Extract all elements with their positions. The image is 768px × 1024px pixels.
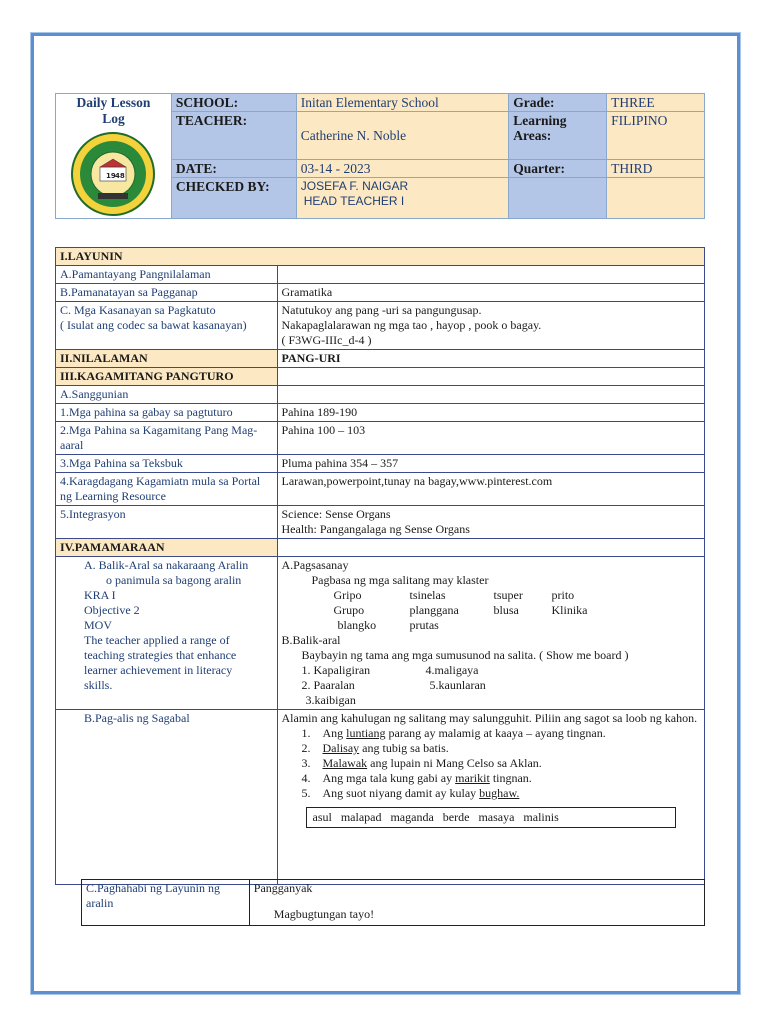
dll-title: Daily Lesson Log [76,95,151,126]
school-seal-icon [70,131,156,217]
sanggunian-label: A.Sanggunian [56,386,278,404]
objective-label: Objective 2 [84,603,140,617]
kasanayan-value [277,302,705,350]
bay-row-2 [282,678,701,693]
balik-aral-heading: B.Balik-aral [281,633,341,647]
balik-aral-value [277,557,705,710]
quarter-label: Quarter: [509,160,607,178]
kra-label: KRA I [84,588,116,602]
sagabal-item-5: 5. Ang suot niyang damit ay kulay bughaw. [301,786,520,800]
integrasyon-value [277,506,705,539]
bay-item: 1. Kapaligiran [301,663,371,677]
karagdagang-value: Larawan,powerpoint,tunay na bagay,www.pinterest.com [277,473,705,506]
klaster-word: blusa [493,603,519,617]
integrasyon-science: Science: Sense Organs [281,507,391,521]
kasanayan-line2: Nakapaglalarawan ng mga tao , hayop , pook o bagay. [281,318,542,332]
magbugtungan-text: Magbugtungan tayo! [273,907,375,921]
bay-item: 2. Paaralan [301,678,355,692]
klaster-word: blangko [337,618,377,632]
teksbuk-value: Pluma pahina 354 – 357 [277,455,705,473]
gabay-value: Pahina 189-190 [277,404,705,422]
kasanayan-label [56,302,278,350]
balik-aral-label [56,557,278,710]
kagamitang-label: 2.Mga Pahina sa Kagamitang Pang Mag-aaral [56,422,278,455]
pamantayang-label: A.Pamantayang Pangnilalaman [56,266,278,284]
sagabal-item-3: 3. Malawak ang lupain ni Mang Celso sa Aklan. [301,756,542,770]
grade-value: THREE [607,94,705,112]
sagabal-item-4: 4. Ang mga tala kung gabi ay marikit tingnan. [301,771,532,785]
pagsasanay-heading: A.Pagsasanay [281,558,349,572]
kasanayan-line1: Natutukoy ang pang -uri sa pangungusap. [281,303,482,317]
checked-by-title: HEAD TEACHER I [303,194,405,209]
klaster-word: prito [551,588,575,602]
sagabal-value [277,710,705,885]
pamamaraan-value [277,539,705,557]
learning-areas-value: FILIPINO [607,112,705,160]
sagabal-label: B.Pag-alis ng Sagabal [56,710,278,885]
klaster-row-2 [282,603,701,618]
svg-text:19: 19 [106,172,117,180]
gabay-label: 1.Mga pahina sa gabay sa pagtuturo [56,404,278,422]
teacher-value: Catherine N. Noble [296,112,508,160]
sagabal-item-2: 2. Dalisay ang tubig sa batis. [301,741,449,755]
kagamitan-value [277,368,705,386]
balik-label-line1: A. Balik-Aral sa nakaraang Aralin [84,558,249,572]
baybayin-text: Baybayin ng tama ang mga sumusunod na salita. ( Show me board ) [301,648,629,662]
pagganap-value: Gramatika [277,284,705,302]
learning-areas-label: Learning Areas: [509,112,607,160]
mov-label: MOV [84,618,113,632]
date-value: 03-14 - 2023 [296,160,508,178]
nilalaman-value: PANG-URI [277,350,705,368]
sanggunian-value [277,386,705,404]
kasanayan-label-line2: ( Isulat ang codec sa bawat kasanayan) [60,318,247,332]
section-kagamitan: III.KAGAMITANG PANGTURO [56,368,278,386]
section-layunin: I.LAYUNIN [56,248,705,266]
section-pamamaraan: IV.PAMAMARAAN [56,539,278,557]
pagbasa-text: Pagbasa ng mga salitang may klaster [311,573,489,587]
school-value: Initan Elementary School [296,94,508,112]
school-label: SCHOOL: [171,94,296,112]
bay-row-1 [282,663,701,678]
klaster-word: tsinelas [409,588,446,602]
empty-value [607,178,705,219]
pagganap-label: B.Pamanatayan sa Pagganap [56,284,278,302]
klaster-word: tsuper [493,588,523,602]
pangganyak-text: Pangganyak [253,881,313,895]
integrasyon-health: Health: Pangangalaga ng Sense Organs [281,522,470,536]
checked-by-name: JOSEFA F. NAIGAR [300,179,409,194]
integrasyon-label: 5.Integrasyon [56,506,278,539]
bay-item: 3.kaibigan [305,693,356,707]
checked-by-label: CHECKED BY: [171,178,296,219]
choices-box: asul malapad maganda berde masaya malinis [306,807,677,828]
balik-label-line2: o panimula sa bagong aralin [106,573,242,587]
kasanayan-code: ( F3WG-IIIc_d-4 ) [281,333,372,347]
empty-label [509,178,607,219]
klaster-word: planggana [409,603,459,617]
klaster-word: Gripo [333,588,362,602]
date-label: DATE: [171,160,296,178]
grade-label: Grade: [509,94,607,112]
checked-by-value [296,178,508,219]
klaster-row-1 [282,588,701,603]
klaster-word: Klinika [551,603,588,617]
paghahabi-label: C.Paghahabi ng Layunin ng aralin [82,880,250,926]
section-nilalaman: II.NILALAMAN [56,350,278,368]
kagamitang-value: Pahina 100 – 103 [277,422,705,455]
bay-item: 4.maligaya [425,663,479,677]
paghahabi-value [249,880,704,926]
teacher-label: TEACHER: [171,112,296,160]
klaster-word: prutas [409,618,439,632]
logo-cell [56,94,172,219]
bottom-table [81,879,705,926]
karagdagang-label: 4.Karagdagang Kagamiatn mula sa Portal ng Learning Resource [56,473,278,506]
lesson-table [55,247,705,885]
sagabal-item-1: 1. Ang luntiang parang ay malamig at kaaya – ayang tingnan. [301,726,606,740]
quarter-value: THIRD [607,160,705,178]
header-table [55,93,705,219]
kasanayan-label-line1: C. Mga Kasanayan sa Pagkatuto [60,303,216,317]
mov-text: The teacher applied a range of teaching strategies that enhance learner achievement in literacy skills. [84,633,237,692]
bay-item: 5.kaunlaran [429,678,486,692]
klaster-row-3 [282,618,701,633]
sagabal-list [282,726,701,801]
svg-text:48: 48 [115,172,126,180]
pamantayang-value [277,266,705,284]
teksbuk-label: 3.Mga Pahina sa Teksbuk [56,455,278,473]
sagabal-intro: Alamin ang kahulugan ng salitang may salungguhit. Piliin ang sagot sa loob ng kahon. [281,711,698,725]
klaster-word: Grupo [333,603,365,617]
